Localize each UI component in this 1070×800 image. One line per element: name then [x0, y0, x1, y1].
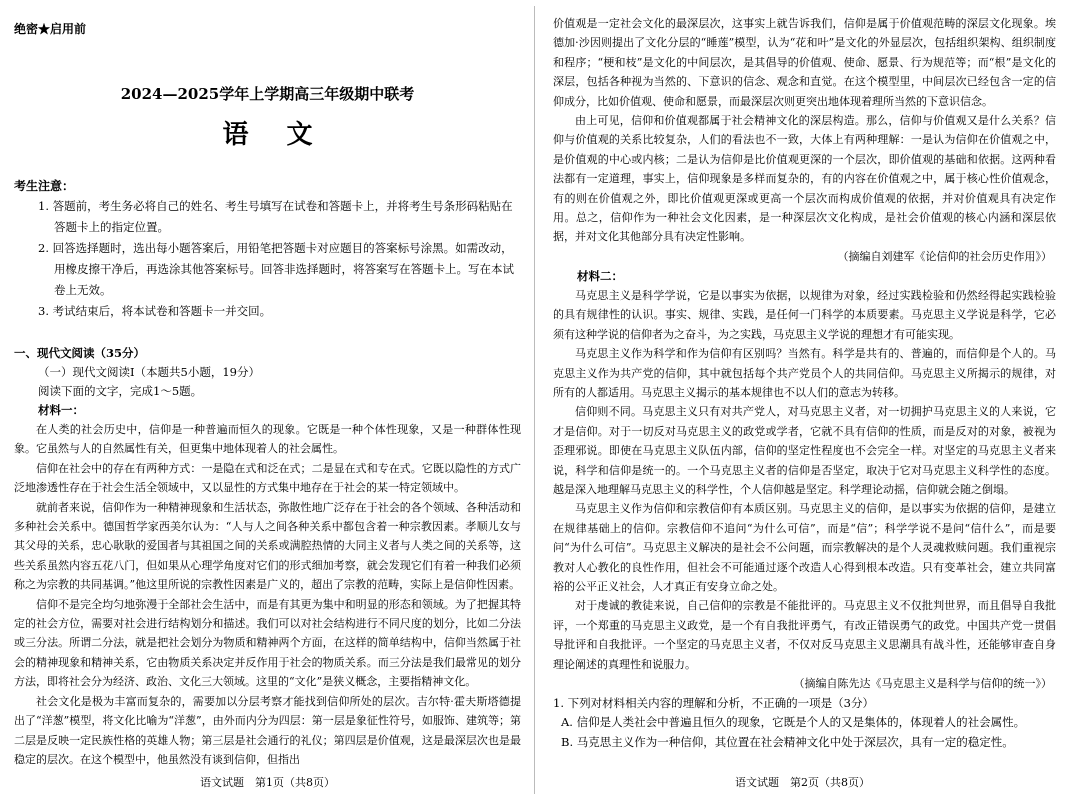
material-label: 材料二： — [577, 268, 623, 283]
passage-paragraph: 对于虔诚的教徒来说，自己信仰的宗教是不能批评的。马克思主义不仅批判世界，而且倡导自我批评，一个郑重的马克思主义政党，是一个有自我批评勇气，有改正错误勇气的政党。中国共产党一贯倡导批评和自我批评。一个坚定的马克思主义者，不仅对反马克思主义思潮具有战斗性，还能够审查自身理论阐述的真理性和说服力。 — [553, 599, 1056, 671]
source-citation: （摘编自刘建军《论信仰的社会历史作用》） — [837, 249, 1052, 263]
notice-item: 3. 考试结束后，将本试卷和答题卡一并交回。 — [38, 304, 272, 318]
source-citation: （摘编自陈先达《马克思主义是科学与信仰的统一》） — [793, 677, 1052, 690]
notice-list — [14, 196, 521, 322]
notice-heading: 考生注意： — [14, 179, 75, 193]
passage-paragraph: 在人类的社会历史中，信仰是一种普遍而恒久的现象。它既是一种个体性现象，又是一种群体性现象。它虽然与人的自然属性有关，但更集中地体现着人的社会属性。 — [14, 423, 521, 456]
page-footer: 语文试题 第1页（共8页） — [200, 776, 335, 789]
subject-title: 语文 — [222, 120, 351, 150]
page-footer: 语文试题 第2页（共8页） — [735, 776, 870, 789]
notice-item: 2. 回答选择题时，选出每小题答案后，用铅笔把答题卡对应题目的答案标号涂黑。如需改动，用橡皮擦干净后，再选涂其他答案标号。回答非选择题时，将答案写在答题卡上。写在本试卷上无效。 — [38, 241, 514, 297]
passage-paragraph: 马克思主义是科学学说，它是以事实为依据，以规律为对象，经过实践检验和仍然经得起实践检验的具有规律性的认识。事实、规律、实践，是任何一门科学的本质要素。马克思主义学说是科学，它必须有这种学说的信仰者为之奋斗，为之实践，马克思主义学说的理想才有可能实现。 — [553, 288, 1056, 341]
passage-paragraph: 价值观是一定社会文化的最深层次，这事实上就告诉我们，信仰是属于价值观范畴的深层文化现象。埃德加·沙因则提出了文化分层的“睡莲”模型，认为“花和叶”是文化的外显层次，包括组织架构、组织制度和程序；“梗和枝”是文化的中间层次，是其倡导的价值观、使命、愿景、行为规范等；而“根”是文化的深层，包括各种视为当然的、下意识的信念、观念和直觉。在这个模型里，中间层次已经包含一定的信仰成分，比如价值观、使命和愿景，而最深层次则更突出地体现着理所当然的下意识信念。 — [553, 17, 1056, 108]
page-right — [535, 0, 1070, 800]
passage-paragraph: 信仰则不同。马克思主义只有对共产党人，对马克思主义者，对一切拥护马克思主义的人来说，它才是信仰。对于一切反对马克思主义的政党或学者，它就不具有信仰的性质，而是反对的对象，被视为歪理邪说。即使在马克思主义队伍内部，信仰的坚定性程度也不会完全一样。对坚定的马克思主义者来说，科学和信仰是统一的。一个马克思主义者的信仰是否坚定，取决于它对马克思主义科学性的态度。越是深入地理解马克思主义的科学性，个人信仰越是坚定。科学理论动摇，信仰就会随之倒塌。 — [553, 405, 1056, 496]
passage-paragraph: 社会文化是极为丰富而复杂的，需要加以分层考察才能找到信仰所处的层次。吉尔特·霍夫斯塔德提出了“洋葱”模型，将文化比喻为“洋葱”，由外而内分为四层：第一层是象征性符号，如服饰、建筑等；第二层是反映一定民族性格的英雄人物；第三层是社会通行的礼仪；第四层是价值观，这是最深层次也是最稳定的层次。在这个模型中，他虽然没有谈到信仰，但指出 — [14, 694, 521, 766]
passage-paragraph: 信仰在社会中的存在有两种方式：一是隐在式和泛在式；二是显在式和专在式。它既以隐性的方式广泛地渗透性存在于社会生活全领域中，又以显性的方式集中地存在于社会的某一特定领域中。 — [14, 461, 521, 495]
exam-title: 2024—2025学年上学期高三年级期中联考 — [120, 85, 415, 103]
passage-paragraph: 马克思主义作为信仰和宗教信仰有本质区别。马克思主义的信仰，是以事实为依据的信仰，是建立在规律基础上的信仰。宗教信仰不追问“为什么可信”，而是“信”；科学学说不是问“信什么”，而是要问“为什么可信”。马克思主义解决的是社会不公问题，而宗教解决的是个人灵魂救赎问题。我们重视宗教对人心教化的良性作用，但社会不可能通过逐个改造人心得到根本改造。只有变革社会，建立共同富裕的公平正义社会，人才真正有安身立命之处。 — [553, 502, 1056, 593]
passage-paragraph: 马克思主义作为科学和作为信仰有区别吗？当然有。科学是共有的、普遍的，而信仰是个人的。马克思主义作为共产党的信仰，其中就包括每个共产党员个人的共同信仰。马克思主义所揭示的规律，对所有的人都适用。马克思主义揭示的基本规律也不以人们的意志为转移。 — [553, 347, 1056, 399]
sub-heading: （一）现代文阅读Ⅰ（本题共5小题，19分） — [38, 365, 260, 379]
notice-item: 1. 答题前，考生务必将自己的姓名、考生号填写在试卷和答题卡上，并将考生号条形码粘贴在答题卡上的指定位置。 — [38, 199, 513, 234]
confidential-label: 绝密★启用前 — [14, 22, 87, 36]
material-label: 材料一： — [38, 403, 84, 417]
answer-option: B. 马克思主义作为一种信仰，其位置在社会精神文化中处于深层次，具有一定的稳定性。 — [561, 734, 1014, 749]
passage-paragraph: 由上可见，信仰和价值观都属于社会精神文化的深层构造。那么，信仰与价值观又是什么关系？信仰与价值观的关系比较复杂，人们的看法也不一致，大体上有两种理解：一是认为信仰在价值观之中，是价值观的中心或内核；二是认为信仰是比价值观更深的一个层次，即价值观的基础和依据。这两种看法都有一定道理，事实上，信仰现象是多样而复杂的，有的内容在价值观之中，属于核心性价值观念，有的则在价值观之外，即比价值观更深或更高一个层次而构成价值观的依据，并对价值观具有决定作用。总之，信仰作为一种社会文化因素，是一种深层次文化构成，是社会价值观的核心内涵和深层依据，并对文化其他部分具有决定性影响。 — [553, 114, 1056, 244]
section-heading: 一、现代文阅读（35分） — [14, 346, 146, 360]
passage-paragraph: 就前者来说，信仰作为一种精神现象和生活状态，弥散性地广泛存在于社会的各个领域、各种活动和多种社会关系中。德国哲学家西美尔认为：“人与人之间各种关系中都包含着一种宗教因素。孝顺儿女与其父母的关系，忠心耿耿的爱国者与其祖国之间的关系或满腔热情的大同主义者与人类之间的关系等，这些关系虽然内容五花八门，但如果从心理学角度对它们的形式细加考察，就会发现它们有着一种我们必须称之为宗教的共同基调。”他这里所说的宗教性因素是广义的，超出了宗教的范畴，实际上是信仰性因素。 — [14, 500, 521, 592]
passage-paragraph: 信仰不是完全均匀地弥漫于全部社会生活中，而是有其更为集中和明显的形态和领域。为了把握其特定的社会方位，需要对社会进行结构划分和描述。我们可以对社会结构进行不同尺度的划分，比如二分法或三分法。所谓二分法，就是把社会划分为物质和精神两个方面，在这样的简单结构中，信仰当然属于社会的精神现象和精神关系，它由物质关系决定并反作用于社会的物质关系。而三分法是我们最常见的划分方法，即将社会分为经济、政治、文化三大领域。这里的“文化”是狭义概念，主要指精神文化。 — [14, 597, 521, 689]
instruction: 阅读下面的文字，完成1～5题。 — [38, 384, 203, 398]
question-stem: 1. 下列对材料相关内容的理解和分析，不正确的一项是（3分） — [553, 696, 874, 710]
answer-option: A. 信仰是人类社会中普遍且恒久的现象，它既是个人的又是集体的，体现着人的社会属性。 — [561, 715, 1026, 730]
